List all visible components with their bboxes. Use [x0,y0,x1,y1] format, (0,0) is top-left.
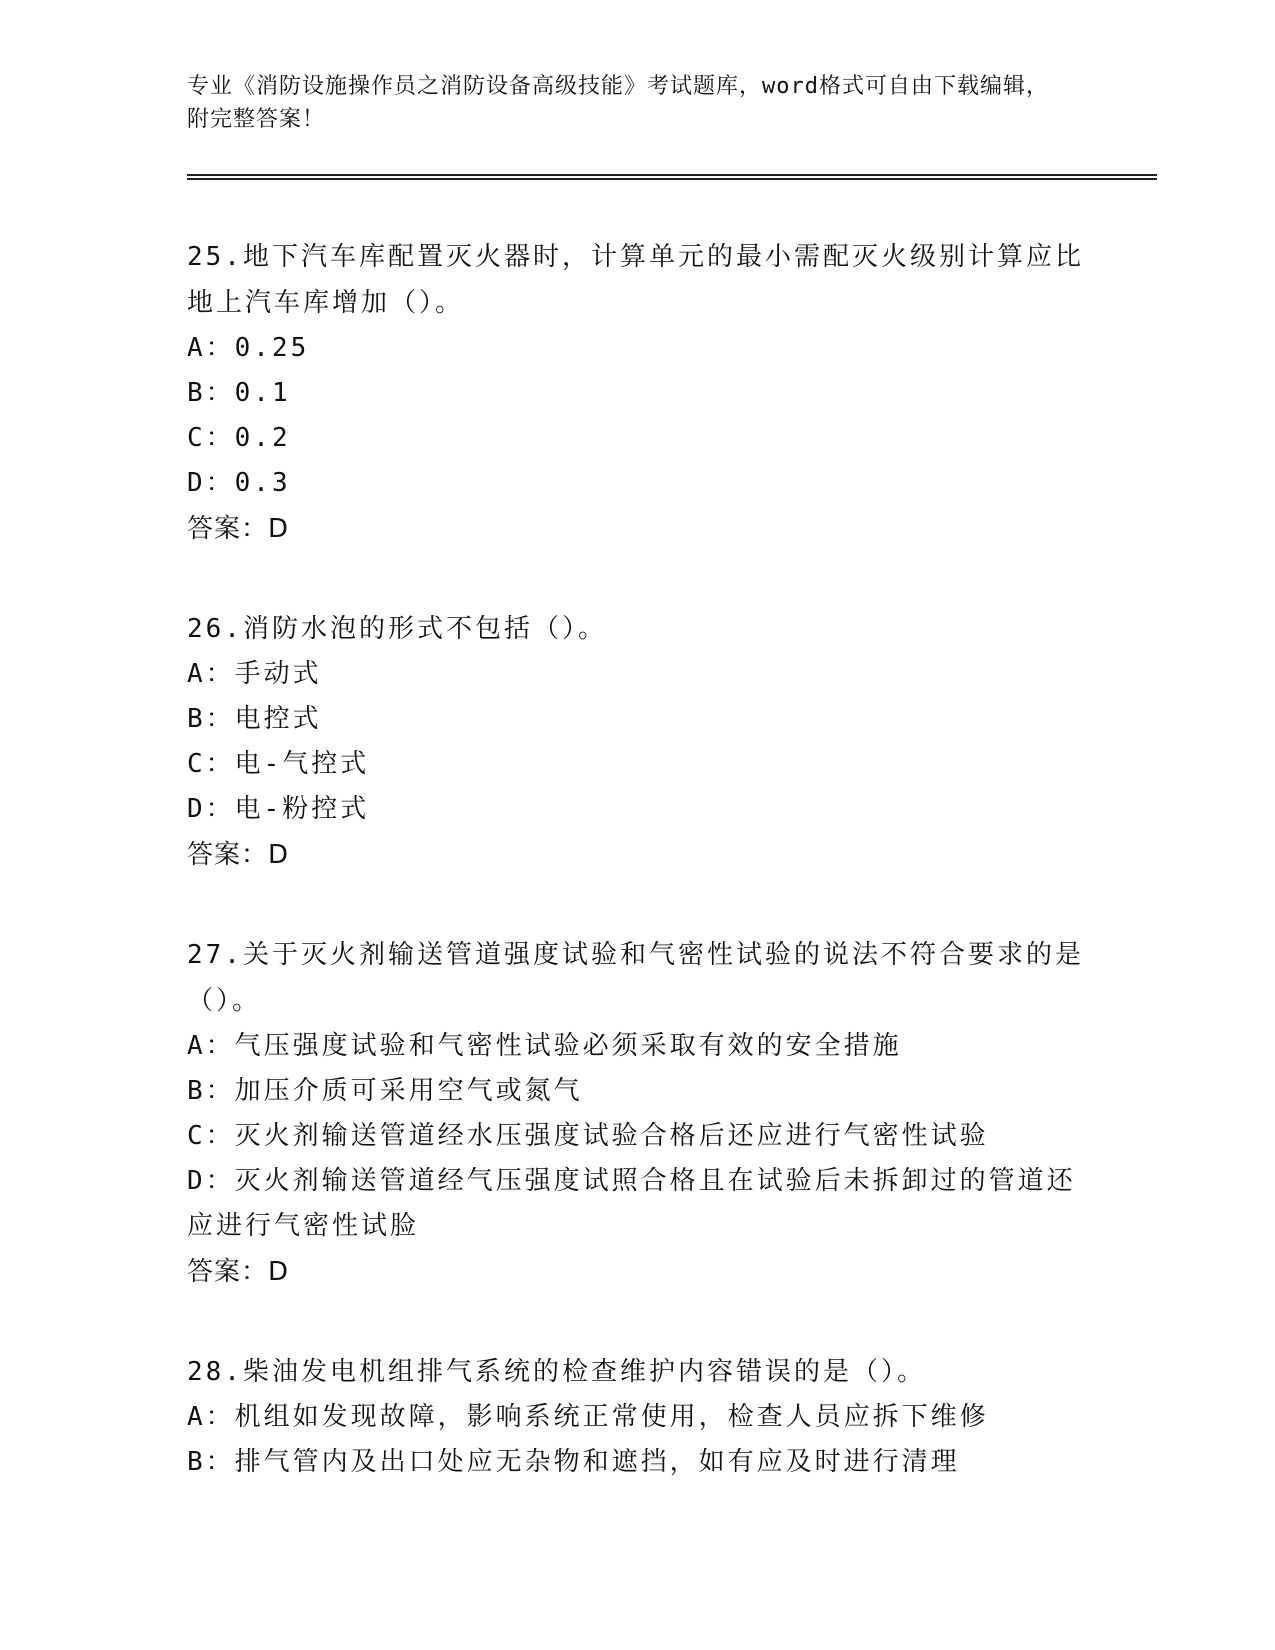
header-divider [187,174,1157,180]
question-stem: 28.柴油发电机组排气系统的检查维护内容错误的是（）。 [187,1357,926,1387]
option-a: A：手动式 [187,659,322,689]
answer: 答案：D [187,840,290,870]
option-c: C：0.2 [187,423,291,453]
answer: 答案：D [187,1257,290,1287]
option-b: B：加压介质可采用空气或氮气 [187,1076,583,1106]
option-a: A：机组如发现故障，影响系统正常使用，检查人员应拆下维修 [187,1402,989,1432]
option-d: D：0.3 [187,468,291,498]
document-header: 专业《消防设施操作员之消防设备高级技能》考试题库，word格式可自由下载编辑，附完整答案！ [187,74,1049,132]
question-25 [187,234,1157,552]
option-d: D：电-粉控式 [187,794,370,824]
question-28 [187,1349,1157,1485]
option-a: A：气压强度试验和气密性试验必须采取有效的安全措施 [187,1031,902,1061]
question-26 [187,606,1157,878]
question-stem: 25.地下汽车库配置灭火器时，计算单元的最小需配灭火级别计算应比地上汽车库增加（）。 [187,242,1084,318]
option-c: C：电-气控式 [187,749,370,779]
option-a: A：0.25 [187,333,310,363]
document-page [187,70,1157,1485]
answer: 答案：D [187,514,290,544]
option-c: C：灭火剂输送管道经水压强度试验合格后还应进行气密性试验 [187,1121,989,1151]
option-b: B：0.1 [187,378,291,408]
question-stem: 27.关于灭火剂输送管道强度试验和气密性试验的说法不符合要求的是（）。 [187,940,1084,1016]
option-d: D：灭火剂输送管道经气压强度试照合格且在试验后未拆卸过的管道还应进行气密性试脸 [187,1166,1076,1241]
option-b: B：排气管内及出口处应无杂物和遮挡，如有应及时进行清理 [187,1447,960,1477]
question-27 [187,932,1157,1295]
question-stem: 26.消防水泡的形式不包括（）。 [187,614,607,644]
option-b: B：电控式 [187,704,322,734]
